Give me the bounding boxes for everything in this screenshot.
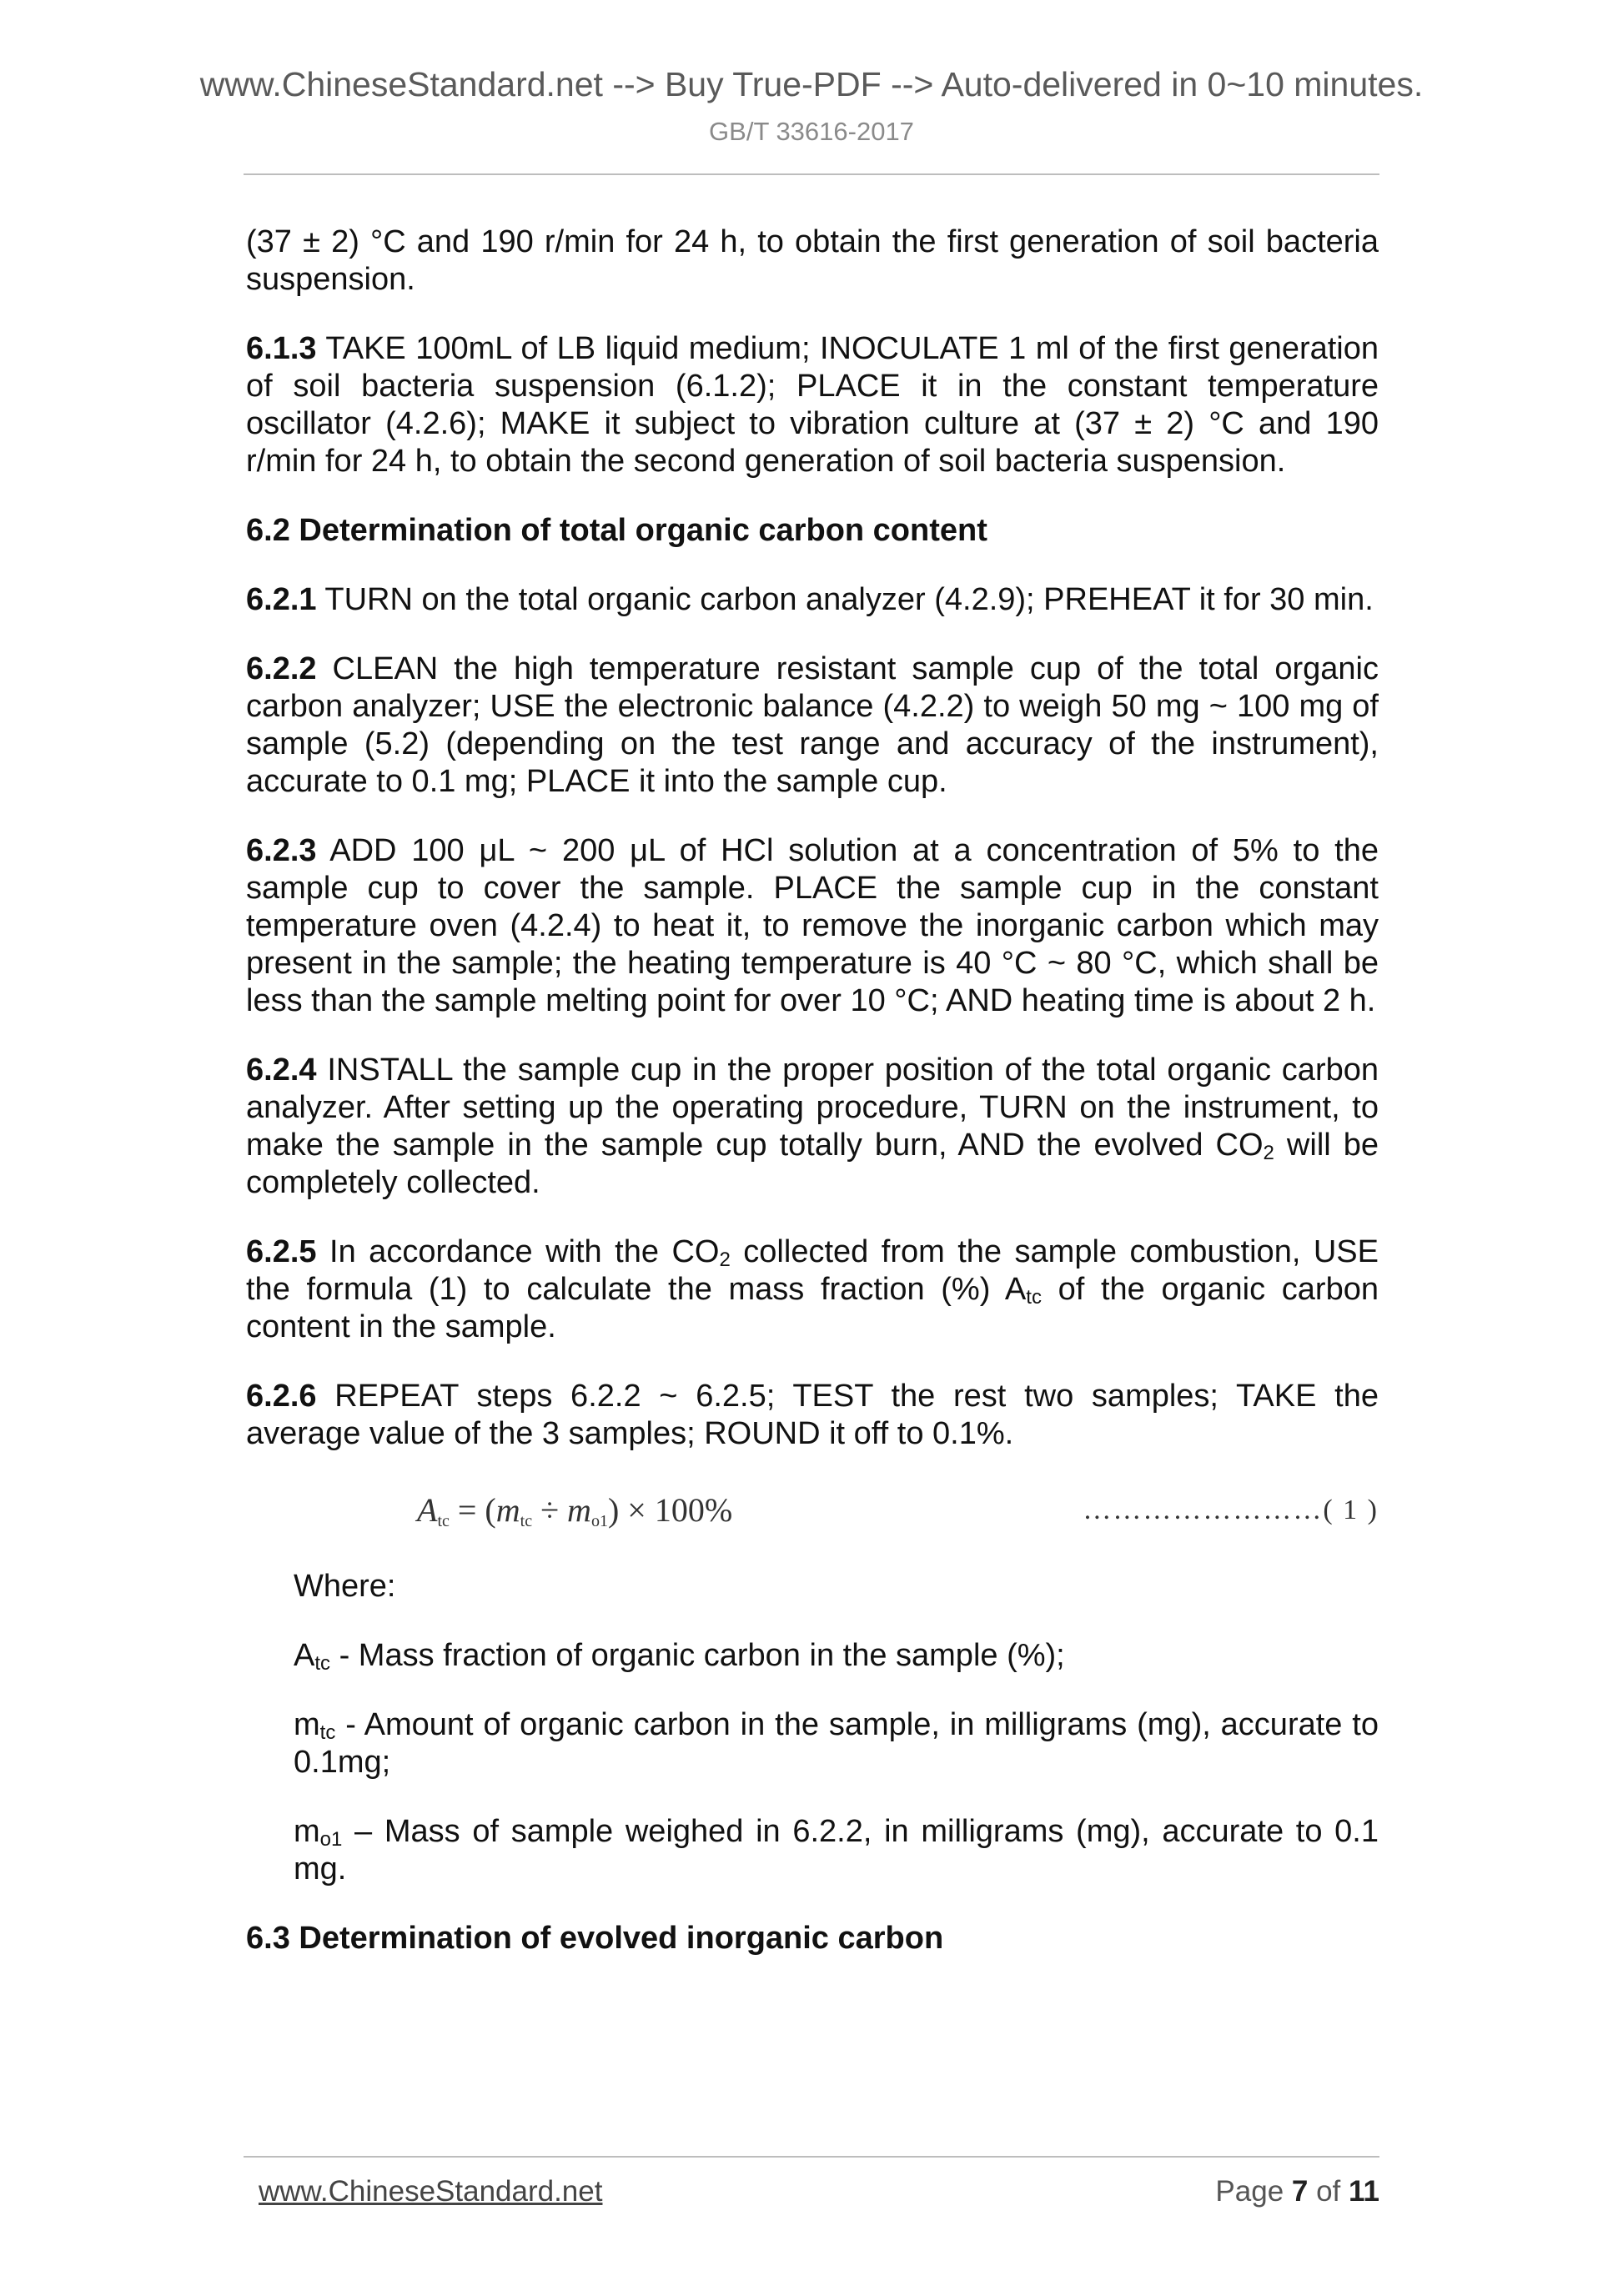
clause-text: INSTALL the sample cup in the proper position of the total organic carbon analyzer. After setting up the operating procedure, TURN on the instrument, to make the sample in the sample cup totally burn, AND the evolved CO [246, 1053, 1379, 1163]
clause-6-2-1 [246, 581, 1379, 619]
where-label: Where: [294, 1569, 396, 1604]
definition-text: - Mass fraction of organic carbon in the sample (%); [330, 1638, 1065, 1673]
clause-6-2-5 [246, 1233, 1379, 1346]
definition-text: – Mass of sample weighed in 6.2.2, in milligrams (mg), accurate to 0.1 mg. [294, 1814, 1379, 1887]
clause-text: collected from the sample combustion, USE the formula (1) to calculate the mass fraction (%) A [246, 1234, 1379, 1307]
page-number [1215, 2175, 1379, 2208]
formula-expression [417, 1491, 732, 1540]
clause-number: 6.1.3 [246, 331, 317, 366]
formula-symbol: A [417, 1491, 438, 1529]
formula-subscript: tc [520, 1512, 533, 1530]
section-heading-6-3: 6.3 Determination of evolved inorganic carbon [246, 1921, 944, 1956]
section-heading-6-2: 6.2 Determination of total organic carbon content [246, 513, 987, 548]
document-body [246, 224, 1379, 1989]
clause-6-2-6 [246, 1378, 1379, 1453]
clause-number: 6.2.1 [246, 582, 317, 617]
clause-6-2-4 [246, 1052, 1379, 1202]
subscript: 2 [719, 1248, 731, 1271]
clause-number: 6.2.5 [246, 1234, 317, 1269]
page-of-label: of [1308, 2175, 1349, 2208]
clause-number: 6.2.4 [246, 1053, 317, 1088]
definition-symbol: A [294, 1638, 315, 1673]
clause-text: In accordance with the CO [329, 1234, 720, 1269]
clause-text: TURN on the total organic carbon analyzer (4.2.9); PREHEAT it for 30 min. [324, 582, 1374, 617]
subscript: 2 [1263, 1142, 1274, 1164]
footer-website-link[interactable]: www.ChineseStandard.net [259, 2175, 603, 2208]
footer-divider [244, 2156, 1379, 2158]
formula-subscript: tc [437, 1512, 450, 1530]
definition-mo1 [294, 1813, 1379, 1888]
subscript: tc [314, 1652, 331, 1675]
subscript: o1 [319, 1828, 343, 1851]
clause-text: ADD 100 μL ~ 200 μL of HCl solution at a concentration of 5% to the sample cup to cover the sample. PLACE the sample cup in the constant temperature oven (4.2.4) to heat it, to remove the inorganic carbon which may present in the sample; the heating temperature is 40 °C ~ 80 °C, which shall be less than the sample melting point for over 10 °C; AND heating time is about 2 h. [246, 833, 1379, 1018]
formula-operator: ÷ [532, 1491, 568, 1529]
clause-6-2-2 [246, 651, 1379, 801]
formula-symbol: m [567, 1491, 591, 1529]
clause-number: 6.2.6 [246, 1379, 317, 1414]
definition-text: - Amount of organic carbon in the sample, in milligrams (mg), accurate to 0.1mg; [294, 1707, 1379, 1780]
standard-code: GB/T 33616-2017 [709, 117, 914, 146]
formula-operator: = ( [449, 1491, 496, 1529]
subscript: tc [319, 1721, 336, 1744]
paragraph-continuation: (37 ± 2) °C and 190 r/min for 24 h, to obtain the first generation of soil bacteria suspension. [246, 224, 1379, 297]
clause-text: will be completely collected. [246, 1128, 1379, 1200]
formula-symbol: m [495, 1491, 520, 1529]
page-current: 7 [1291, 2175, 1309, 2208]
clause-6-2-3 [246, 832, 1379, 1020]
definition-mtc [294, 1706, 1379, 1781]
page-label: Page [1215, 2175, 1292, 2208]
subscript: tc [1026, 1286, 1042, 1309]
header-banner: www.ChineseStandard.net --> Buy True-PDF --> Auto-delivered in 0~10 minutes. [199, 65, 1424, 103]
formula-1 [246, 1485, 1379, 1543]
clause-number: 6.2.2 [246, 651, 317, 686]
definition-symbol: m [294, 1707, 320, 1742]
page-total: 11 [1349, 2175, 1379, 2208]
formula-number: ……………………( 1 ) [1083, 1495, 1379, 1525]
clause-6-1-3 [246, 330, 1379, 480]
formula-operator: ) × 100% [607, 1491, 733, 1529]
clause-number: 6.2.3 [246, 833, 317, 868]
clause-text: CLEAN the high temperature resistant sample cup of the total organic carbon analyzer; USE the electronic balance (4.2.2) to weigh 50 mg ~ 100 mg of sample (5.2) (depending on the test range and accuracy of the instrument), accurate to 0.1 mg; PLACE it into the sample cup. [246, 651, 1379, 799]
definition-atc [294, 1637, 1379, 1675]
definition-symbol: m [294, 1814, 320, 1849]
clause-text: REPEAT steps 6.2.2 ~ 6.2.5; TEST the rest two samples; TAKE the average value of the 3 samples; ROUND it off to 0.1%. [246, 1379, 1379, 1451]
formula-subscript: o1 [590, 1512, 608, 1530]
clause-text: TAKE 100mL of LB liquid medium; INOCULATE 1 ml of the first generation of soil bacteria suspension (6.1.2); PLACE it in the constant temperature oscillator (4.2.6); MAKE it subject to vibration culture at (37 ± 2) °C and 190 r/min for 24 h, to obtain the second generation of soil bacteria suspension. [246, 331, 1379, 479]
clause-text: of the organic carbon content in the sample. [246, 1272, 1379, 1344]
header-divider [244, 173, 1379, 175]
